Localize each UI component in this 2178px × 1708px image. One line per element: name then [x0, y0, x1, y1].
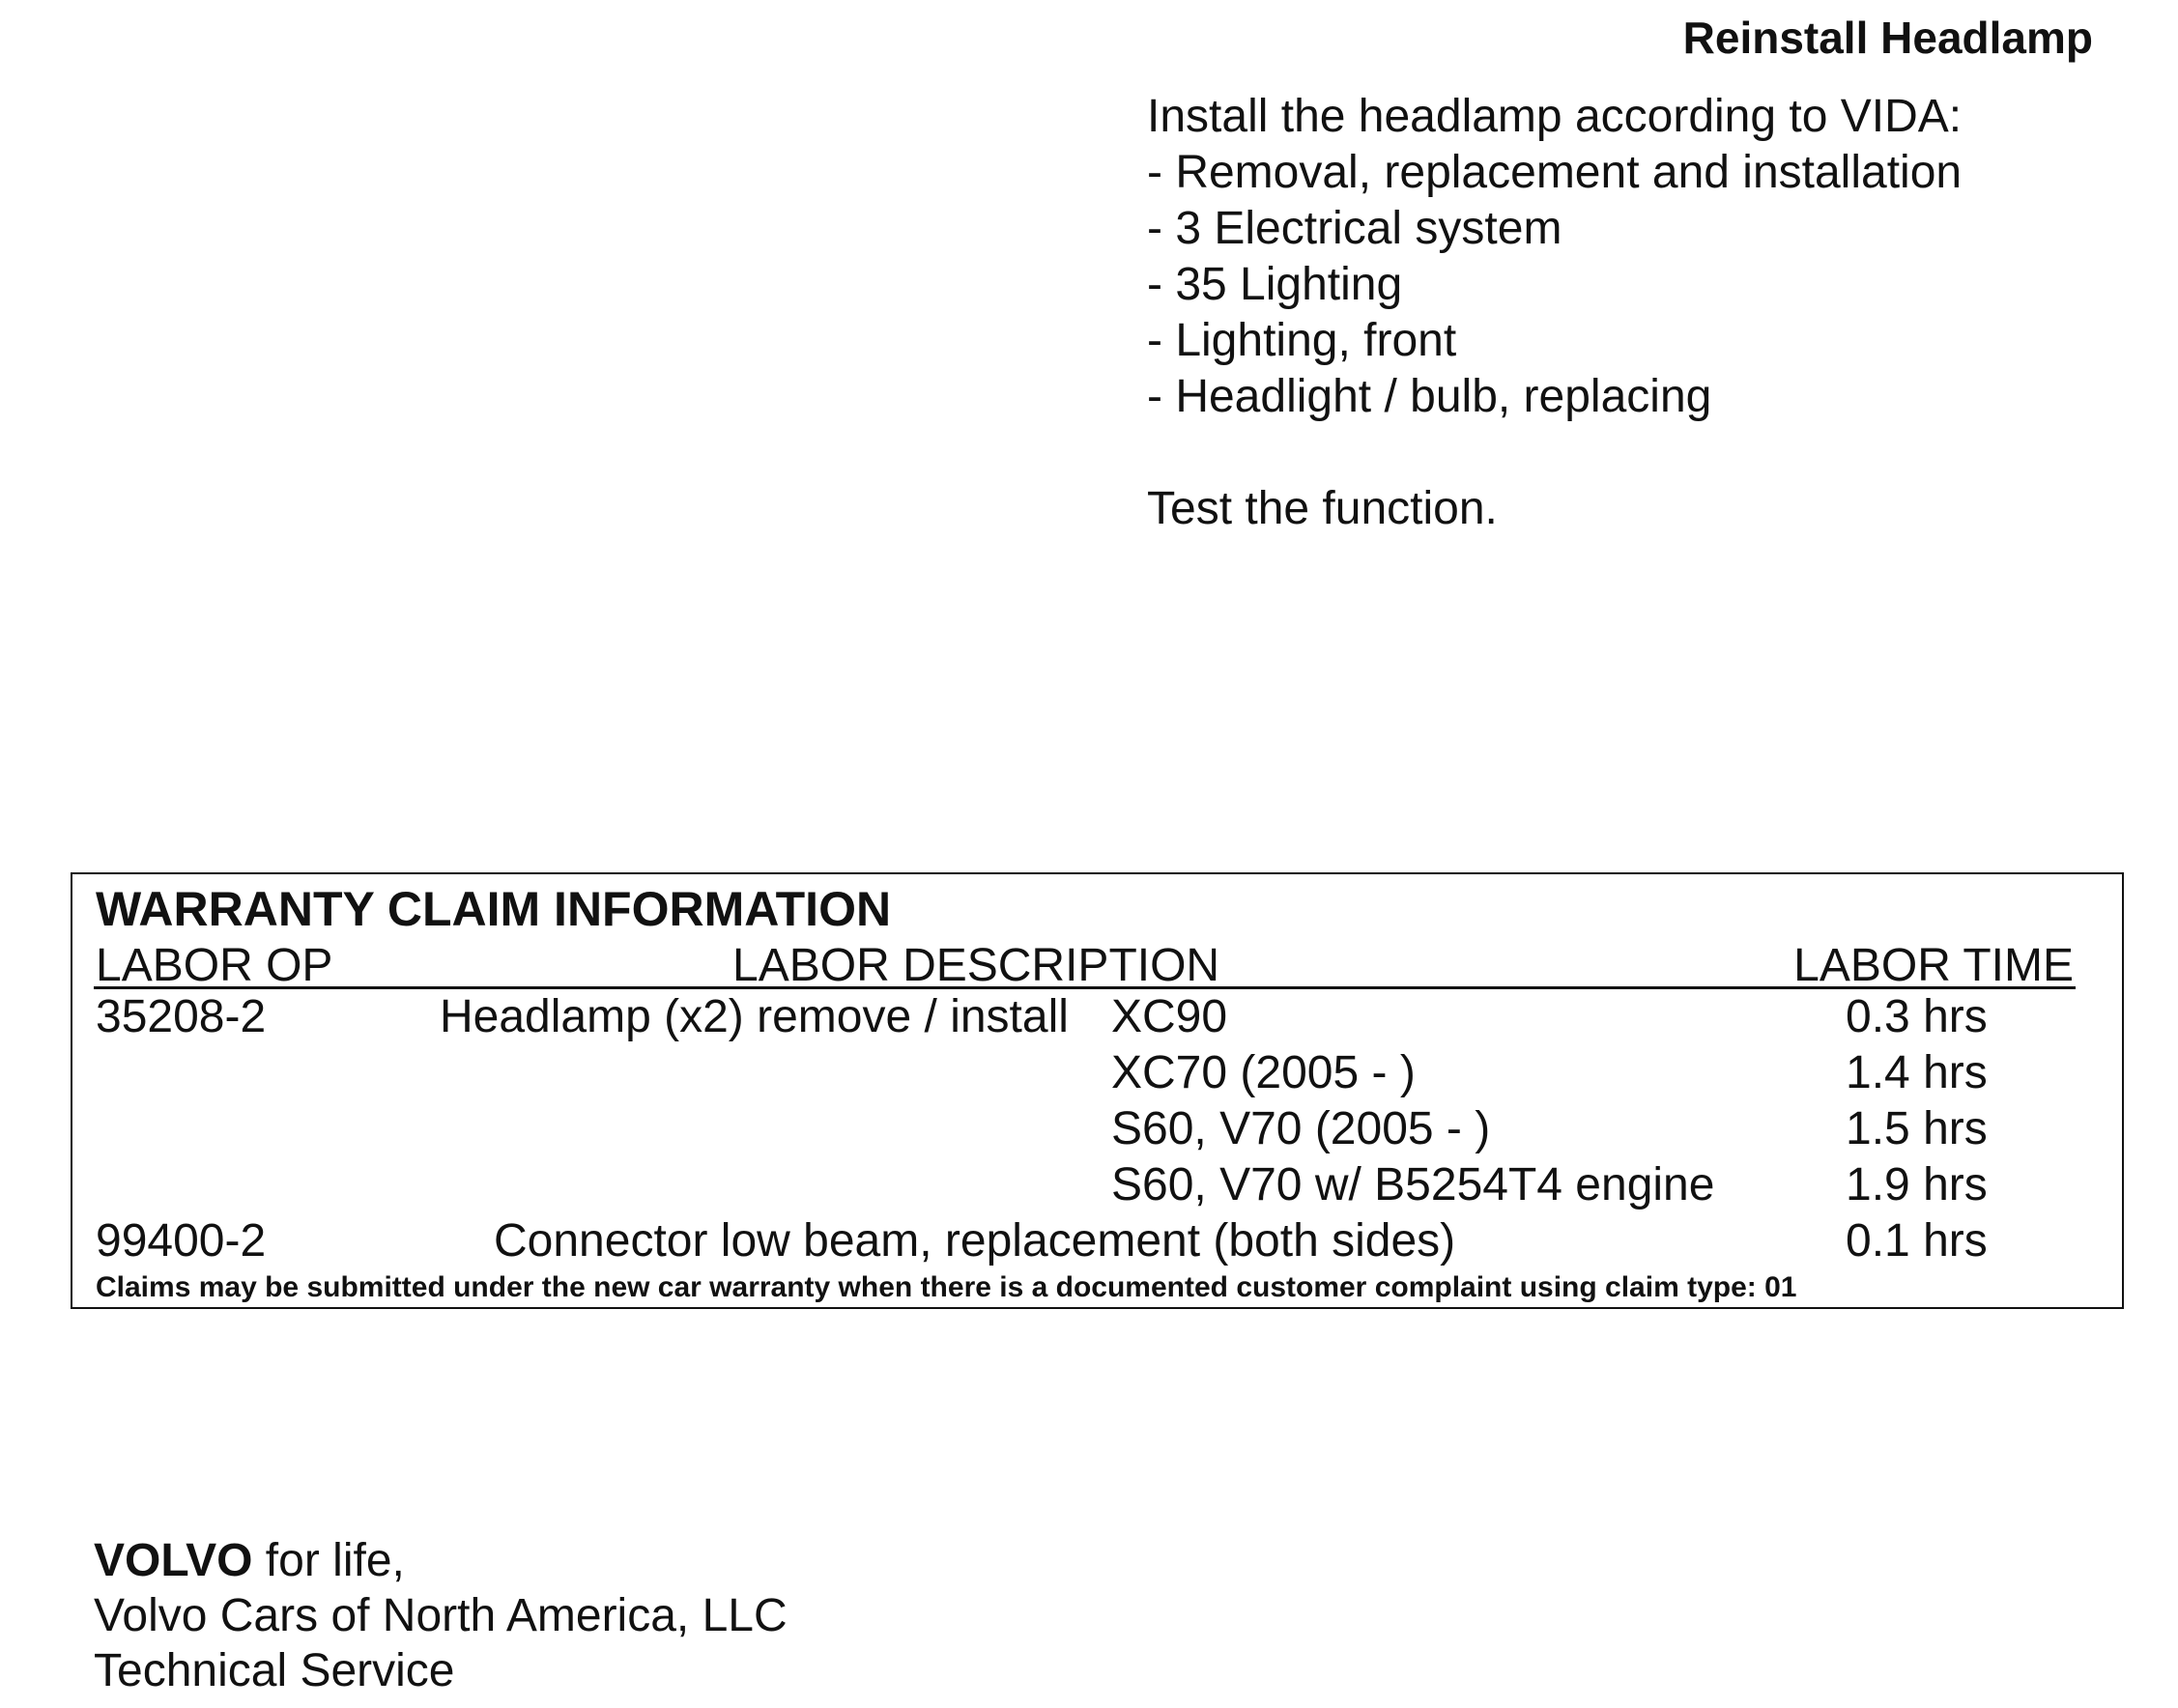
warranty-note: Claims may be submitted under the new car warranty when there is a documented customer complaint using claim type: 01	[96, 1271, 1797, 1303]
signature-brand-line	[94, 1533, 788, 1588]
labor-op-cell: 99400-2	[96, 1215, 267, 1267]
volvo-brand: VOLVO	[94, 1535, 253, 1586]
warranty-title: WARRANTY CLAIM INFORMATION	[96, 882, 892, 936]
labor-time-cell: 1.4 hrs	[1846, 1047, 1988, 1098]
signature-block	[94, 1533, 788, 1698]
column-header-labor-description: LABOR DESCRIPTION	[732, 940, 1220, 991]
header-divider	[94, 986, 2076, 989]
labor-time-cell: 0.1 hrs	[1846, 1215, 1988, 1267]
column-header-labor-op: LABOR OP	[96, 940, 333, 991]
instruction-spacer	[1147, 425, 1962, 481]
warranty-claim-box	[71, 872, 2124, 1309]
labor-description-cell: Connector low beam, replacement (both sides)	[494, 1215, 1456, 1267]
labor-op-cell: 35208-2	[96, 991, 267, 1042]
labor-time-cell: 1.9 hrs	[1846, 1159, 1988, 1210]
company-name: Volvo Cars of North America, LLC	[94, 1590, 788, 1641]
instruction-step: - 35 Lighting	[1147, 259, 1403, 310]
instruction-step: - Removal, replacement and installation	[1147, 147, 1963, 198]
model-cell: S60, V70 w/ B5254T4 engine	[1111, 1159, 1715, 1210]
labor-description-cell: Headlamp (x2) remove / install	[440, 991, 1069, 1042]
instruction-step: - Lighting, front	[1147, 315, 1457, 366]
section-title: Reinstall Headlamp	[1682, 13, 2093, 63]
instruction-step: - 3 Electrical system	[1147, 203, 1562, 254]
model-cell: XC70 (2005 - )	[1111, 1047, 1416, 1098]
instruction-block	[1147, 89, 1962, 537]
instruction-closing: Test the function.	[1147, 483, 1498, 534]
department-name: Technical Service	[94, 1645, 455, 1696]
labor-time-cell: 0.3 hrs	[1846, 991, 1988, 1042]
model-cell: XC90	[1111, 991, 1228, 1042]
instruction-step: - Headlight / bulb, replacing	[1147, 371, 1712, 422]
labor-time-cell: 1.5 hrs	[1846, 1103, 1988, 1154]
instruction-intro: Install the headlamp according to VIDA:	[1147, 91, 1963, 142]
model-cell: S60, V70 (2005 - )	[1111, 1103, 1491, 1154]
brand-tagline: for life,	[252, 1535, 405, 1586]
column-header-labor-time: LABOR TIME	[1793, 940, 2074, 991]
